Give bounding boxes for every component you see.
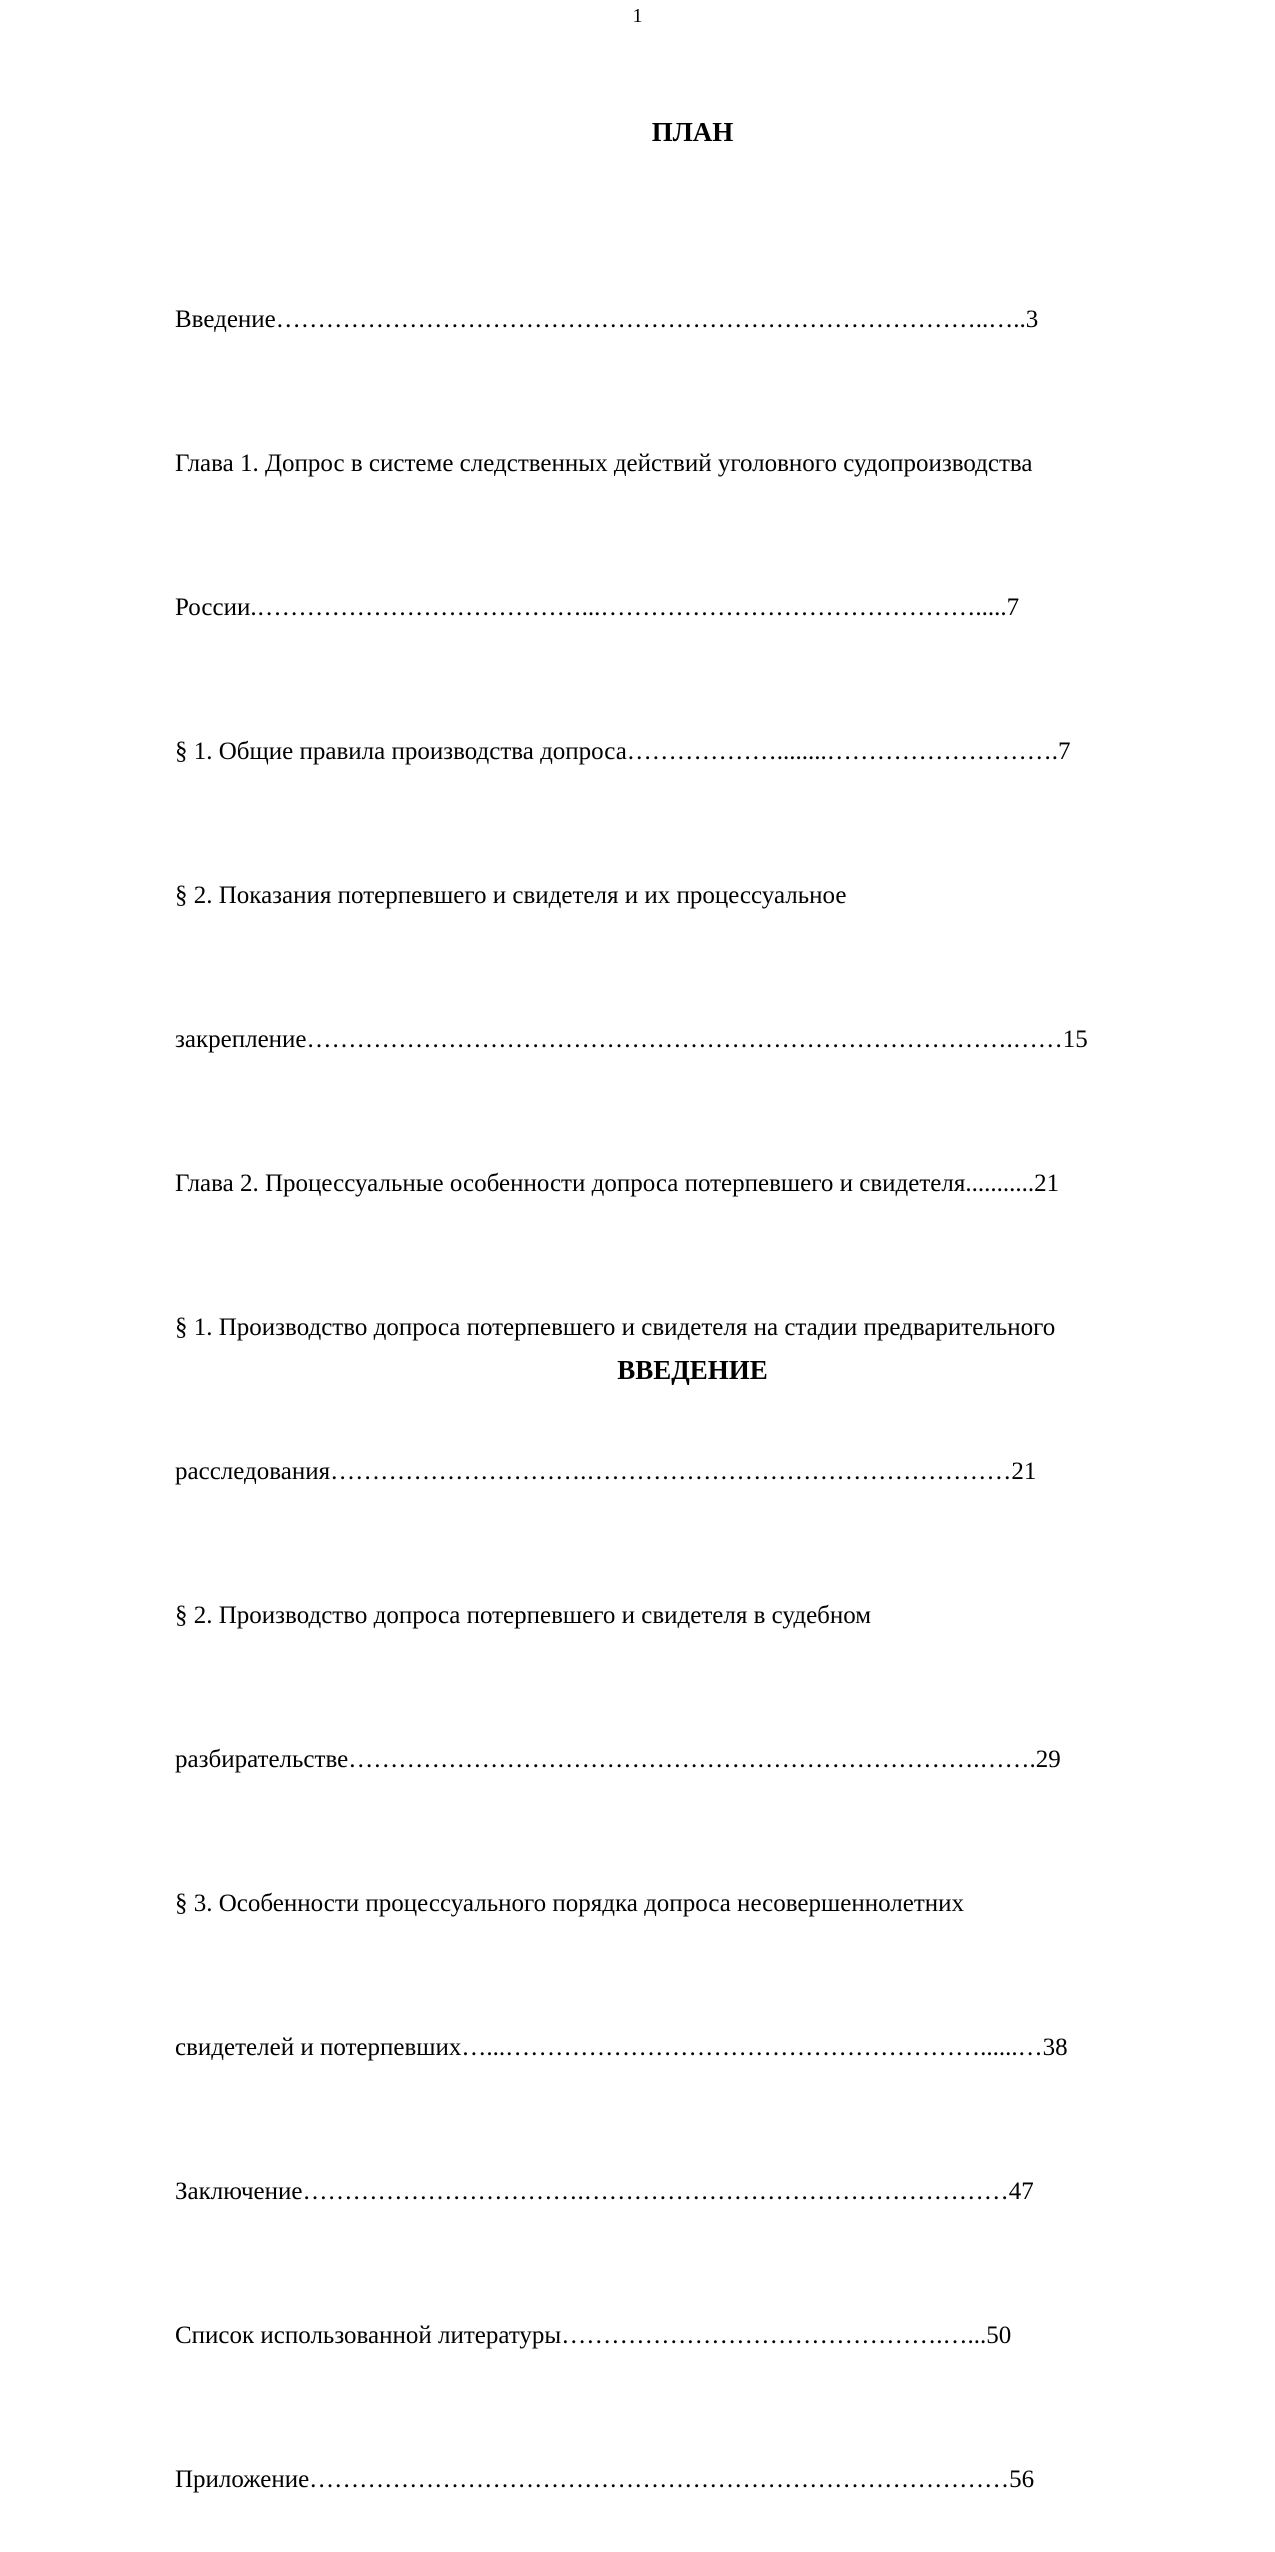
toc-line-ch2-section-3: § 3. Особенности процессуального порядка допроса несовершеннолетних xyxy=(175,1890,965,1917)
toc-line-ch2-section-3-cont: свидетелей и потерпевших…...…………………………………………………......…38 xyxy=(175,2034,1068,2061)
toc-line-chapter-1-cont: России.…………………………………...……………………………………….....7 xyxy=(175,594,1020,621)
toc-line-appendix: Приложение…………………………………………………………………………56 xyxy=(175,2466,1035,2493)
toc-line-chapter-2: Глава 2. Процессуальные особенности допроса потерпевшего и свидетеля...........21 xyxy=(175,1170,1060,1197)
toc-line-ch2-section-2-cont: разбирательстве………………………………………………………………….…….29 xyxy=(175,1746,1061,1773)
toc-line-bibliography: Список использованной литературы……………………………………….…...50 xyxy=(175,2322,1012,2349)
toc-line-ch2-section-1: § 1. Производство допроса потерпевшего и свидетеля на стадии предварительного xyxy=(175,1314,1056,1341)
toc-line-ch2-section-2: § 2. Производство допроса потерпевшего и свидетеля в судебном xyxy=(175,1602,872,1629)
toc-line-ch1-section-1: § 1. Общие правила производства допроса………………........……………………….7 xyxy=(175,738,1071,765)
toc-line-ch1-section-2: § 2. Показания потерпевшего и свидетеля и их процессуальное xyxy=(175,882,847,909)
toc-line-conclusion: Заключение…………………………….……………………………………………47 xyxy=(175,2178,1034,2205)
toc-line-ch2-section-1-cont: расследования………………………….……………………………………………21 xyxy=(175,1458,1037,1485)
toc-line-introduction: Введение…………………………………………………………………………..…..3 xyxy=(175,306,1039,333)
toc-line-chapter-1: Глава 1. Допрос в системе следственных действий уголовного судопроизводства xyxy=(175,450,1033,477)
toc-line-ch1-section-2-cont: закрепление………………………………………………………………………….……15 xyxy=(175,1026,1088,1053)
plan-heading: ПЛАН xyxy=(651,117,734,147)
page-number: 1 xyxy=(632,5,643,27)
introduction-heading: ВВЕДЕНИЕ xyxy=(617,1355,768,1385)
